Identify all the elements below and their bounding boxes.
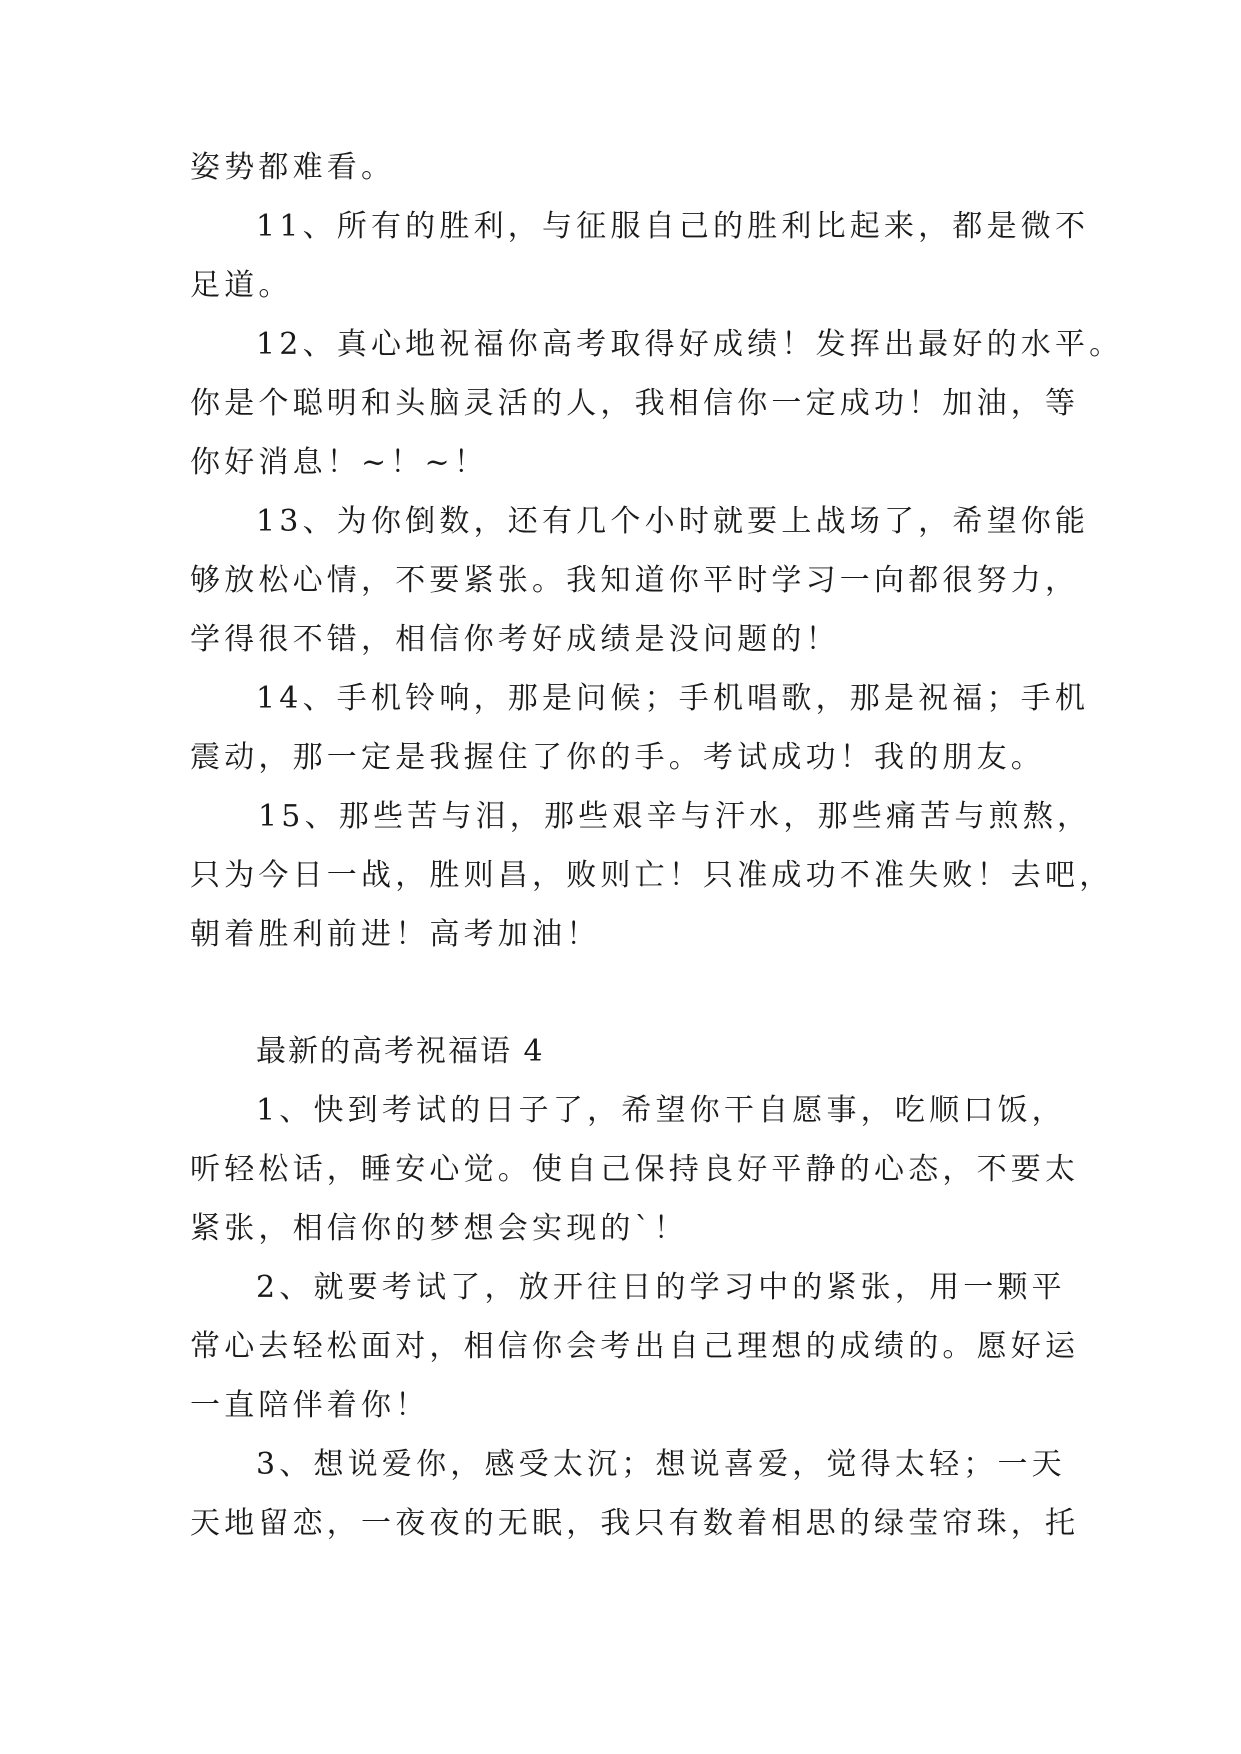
paragraph-line: 天地留恋，一夜夜的无眠，我只有数着相思的绿莹帘珠，托 bbox=[190, 1506, 1080, 1541]
paragraph-line: 够放松心情，不要紧张。我知道你平时学习一向都很努力， bbox=[190, 563, 1080, 598]
paragraph-line: 你好消息！~！~！ bbox=[190, 445, 489, 480]
paragraph-line: 听轻松话，睡安心觉。使自己保持良好平静的心态，不要太 bbox=[190, 1152, 1080, 1187]
paragraph-line: 2、就要考试了，放开往日的学习中的紧张，用一颗平 bbox=[256, 1270, 1066, 1305]
paragraph-line: 一直陪伴着你！ bbox=[190, 1388, 430, 1423]
paragraph-line: 常心去轻松面对，相信你会考出自己理想的成绩的。愿好运 bbox=[190, 1329, 1080, 1364]
paragraph-line: 你是个聪明和头脑灵活的人，我相信你一定成功！加油，等 bbox=[190, 386, 1080, 421]
paragraph-line: 学得很不错，相信你考好成绩是没问题的！ bbox=[190, 622, 840, 657]
paragraph-line: 足道。 bbox=[190, 268, 293, 303]
paragraph-line: 震动，那一定是我握住了你的手。考试成功！我的朋友。 bbox=[190, 740, 1045, 775]
paragraph-line: 14、手机铃响，那是问候；手机唱歌，那是祝福；手机 bbox=[256, 681, 1090, 716]
paragraph-line: 12、真心地祝福你高考取得好成绩！发挥出最好的水平。 bbox=[256, 327, 1124, 362]
section-heading: 最新的高考祝福语 4 bbox=[256, 1034, 545, 1069]
paragraph-line: 3、想说爱你，感受太沉；想说喜爱，觉得太轻；一天 bbox=[256, 1447, 1066, 1482]
paragraph-line: 紧张，相信你的梦想会实现的`！ bbox=[190, 1211, 688, 1246]
paragraph-line: 15、那些苦与泪，那些艰辛与汗水，那些痛苦与煎熬， bbox=[258, 799, 1092, 834]
paragraph-line: 13、为你倒数，还有几个小时就要上战场了，希望你能 bbox=[256, 504, 1090, 539]
paragraph-line: 1、快到考试的日子了，希望你干自愿事，吃顺口饭， bbox=[256, 1093, 1066, 1128]
paragraph-line: 姿势都难看。 bbox=[190, 150, 396, 185]
paragraph-line: 朝着胜利前进！高考加油！ bbox=[190, 917, 601, 952]
paragraph-line: 只为今日一战，胜则昌，败则亡！只准成功不准失败！去吧， bbox=[190, 858, 1114, 893]
paragraph-line: 11、所有的胜利，与征服自己的胜利比起来，都是微不 bbox=[256, 209, 1090, 244]
